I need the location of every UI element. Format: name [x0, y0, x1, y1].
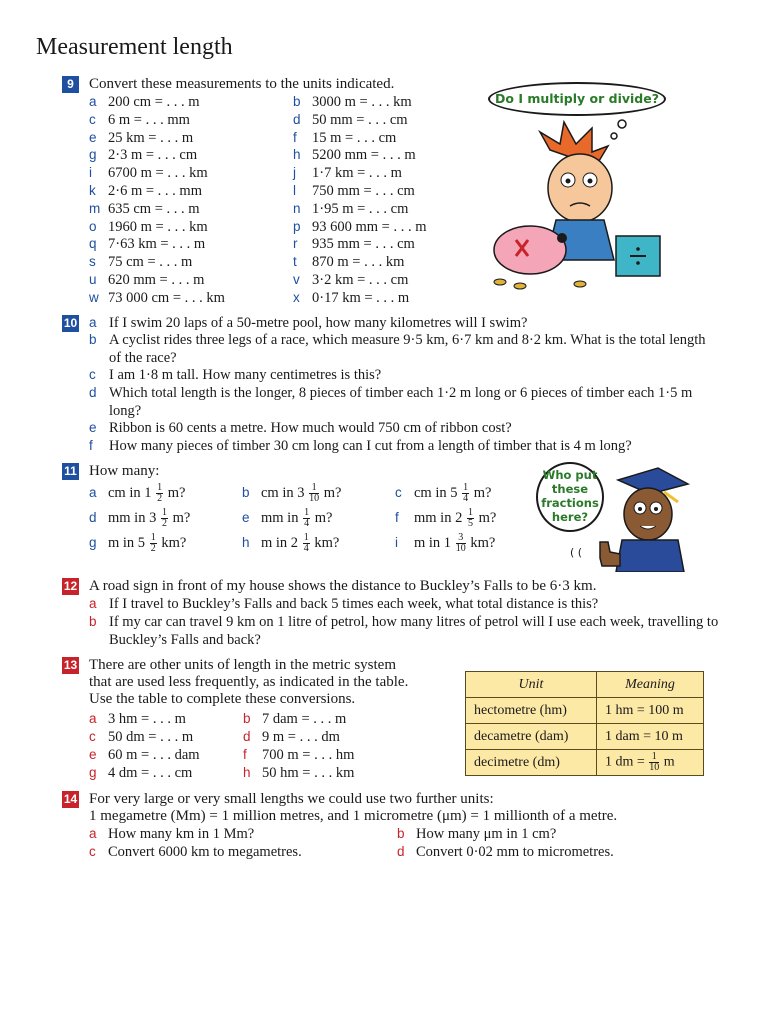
q10-item-d: d Which total length is the longer, 8 pieces of timber each 1·2 m long or 6 pieces of timber each 1·5 m long? [89, 385, 693, 419]
item-unit: km? [310, 535, 340, 551]
item-text: 50 hm = . . . km [262, 765, 355, 781]
item-letter: k [89, 183, 96, 198]
item-text: 50 dm = . . . m [108, 729, 194, 745]
q12-item-a: a If I travel to Buckley’s Falls and back 5 times each week, what total distance is this? [89, 596, 599, 612]
q10-d-text: Which total length is the longer, 8 pieces of timber each 1·2 m long or 6 pieces of timber each 1·5 m long? [109, 385, 693, 419]
q9-item-v [293, 271, 408, 289]
q14-intro-line1: For very large or very small lengths we could use two further units: [89, 791, 494, 807]
fraction-denominator: 4 [463, 493, 469, 505]
item-letter: h [242, 535, 250, 550]
fraction [456, 533, 466, 554]
q13-item-b [243, 710, 346, 728]
q9-item-w [89, 289, 225, 307]
item-letter: f [293, 129, 297, 145]
item-text: 200 cm = . . . m [108, 94, 200, 110]
fraction-denominator: 5 [467, 518, 473, 530]
cell-meaning: 1 dam = 10 m [597, 724, 704, 750]
bubble-text: Do I multiply or divide? [495, 91, 659, 106]
q10-a-text: If I swim 20 laps of a 50-metre pool, how many kilometres will I swim? [109, 315, 528, 331]
item-text: 1·95 m = . . . cm [312, 200, 409, 217]
item-text: 935 mm = . . . cm [312, 236, 415, 253]
item-text: mm in 3 [108, 510, 160, 526]
fraction [161, 508, 168, 529]
item-letter: d [89, 510, 97, 525]
item-text: 75 cm = . . . m [108, 254, 193, 271]
q10-item-c: c I am 1·8 m tall. How many centimetres is this? [89, 367, 382, 383]
q9-item-q [89, 235, 205, 253]
item-letter: i [89, 165, 92, 181]
question-number-9: 9 [62, 76, 79, 93]
fraction [303, 533, 310, 554]
q11-item-e [242, 506, 332, 530]
item-text: 7·63 km = . . . m [108, 236, 206, 253]
item-unit: m? [320, 485, 342, 501]
q11-instruction: How many: [89, 463, 160, 479]
q14-d-text: Convert 0·02 mm to micrometres. [416, 844, 614, 860]
fraction-numerator: 1 [463, 482, 469, 494]
item-letter: a [89, 485, 97, 500]
cell-unit: decimetre (dm) [466, 750, 597, 776]
q9-item-f [293, 129, 396, 147]
item-letter: n [293, 200, 301, 216]
cell-meaning [597, 750, 704, 776]
q11-item-b [242, 481, 341, 505]
fraction-numerator: 1 [467, 507, 473, 519]
q10-f-text: How many pieces of timber 30 cm long can I cut from a length of timber that is 4 m long? [109, 438, 632, 454]
fraction [649, 752, 659, 773]
item-letter: p [293, 218, 301, 234]
item-letter: s [89, 254, 96, 270]
item-text: 870 m = . . . km [312, 254, 405, 271]
bubble-text: Who put these fractions here? [541, 468, 599, 524]
item-unit: m? [168, 510, 191, 526]
item-unit: m? [470, 485, 492, 501]
fraction-numerator: 1 [649, 752, 659, 763]
fraction-denominator: 2 [150, 543, 156, 555]
q11-item-f [395, 506, 496, 530]
item-text: 93 600 mm = . . . m [312, 218, 427, 235]
item-letter: c [395, 485, 402, 500]
item-text: m in 1 [414, 535, 455, 551]
question-number-11: 11 [62, 463, 79, 480]
q9-item-b [293, 93, 412, 111]
item-letter: m [89, 200, 101, 216]
item-text: 73 000 cm = . . . km [108, 289, 225, 306]
q12-b-text: If my car can travel 9 km on 1 litre of petrol, how many litres of petrol will I use each week, travelling to Buckley’s Falls and back? [109, 614, 719, 648]
item-letter: f [243, 747, 247, 762]
fraction-numerator: 1 [303, 532, 309, 544]
q13-item-g [89, 764, 192, 782]
header-unit: Unit [466, 672, 597, 698]
item-letter: b [243, 711, 251, 726]
q10-b-text: A cyclist rides three legs of a race, which measure 9·5 km, 6·7 km and 8·2 km. What is the total length of the race? [109, 332, 706, 366]
q9-item-j [293, 164, 402, 182]
fraction [156, 483, 163, 504]
cell-meaning: 1 hm = 100 m [597, 698, 704, 724]
item-text: 7 dam = . . . m [262, 711, 347, 727]
q9-item-k [89, 182, 202, 200]
item-letter: e [242, 510, 250, 525]
fraction [303, 508, 310, 529]
q13-item-e [89, 746, 200, 764]
item-text: 25 km = . . . m [108, 129, 194, 146]
q9-item-g [89, 146, 197, 164]
item-letter: o [89, 218, 97, 234]
fraction-numerator: 1 [157, 482, 163, 494]
q11-item-a [89, 481, 185, 505]
q9-item-m [89, 200, 200, 218]
q10-item-a: a If I swim 20 laps of a 50-metre pool, how many kilometres will I swim? [89, 315, 528, 331]
item-text: m in 2 [261, 535, 302, 551]
item-letter: h [293, 147, 301, 163]
fraction-numerator: 3 [456, 533, 466, 544]
header-meaning: Meaning [597, 672, 704, 698]
q11-item-h [242, 531, 339, 555]
item-unit: km? [157, 535, 187, 551]
fraction-denominator: 2 [157, 493, 163, 505]
item-text: 6700 m = . . . km [108, 165, 208, 182]
q14-item-a: a How many km in 1 Mm? [89, 826, 255, 842]
item-text: 9 m = . . . dm [262, 729, 340, 745]
q9-item-a [89, 93, 200, 111]
q9-instruction: Convert these measurements to the units indicated. [89, 76, 395, 92]
item-text: mm in [261, 510, 303, 526]
q11-item-i [395, 531, 495, 555]
q14-item-d: d Convert 0·02 mm to micrometres. [397, 844, 614, 860]
fraction-denominator: 4 [304, 518, 310, 530]
item-letter: r [293, 236, 298, 252]
item-text: 3000 m = . . . km [312, 94, 412, 110]
q12-item-b: b If my car can travel 9 km on 1 litre of petrol, how many litres of petrol will I use each week, travelling to Buckley’s Falls and back? [89, 614, 719, 648]
item-unit: km? [466, 535, 496, 551]
q13-intro-line3: Use the table to complete these conversions. [89, 691, 356, 707]
fraction-denominator: 2 [161, 518, 167, 530]
q9-item-p [293, 218, 427, 236]
q14-c-text: Convert 6000 km to megametres. [108, 844, 302, 860]
q11-item-d [89, 506, 190, 530]
q10-c-text: I am 1·8 m tall. How many centimetres is this? [109, 367, 382, 383]
item-text: 1960 m = . . . km [108, 218, 208, 235]
metric-units-table [465, 671, 704, 776]
fraction-denominator: 4 [303, 543, 309, 555]
q9-item-u [89, 271, 204, 289]
item-letter: t [293, 254, 297, 270]
q13-item-d [243, 728, 340, 746]
item-letter: d [293, 111, 301, 127]
fraction-numerator: 1 [161, 507, 167, 519]
question-number-14: 14 [63, 792, 78, 806]
item-text: 4 dm = . . . cm [108, 765, 193, 781]
item-text: mm in 2 [414, 510, 466, 526]
q9-item-e [89, 129, 193, 147]
confused-boy-illustration [480, 110, 680, 300]
item-text: 0·17 km = . . . m [312, 289, 410, 306]
item-letter: i [395, 535, 398, 550]
fraction-denominator: 10 [649, 762, 660, 773]
q9-item-i [89, 164, 208, 182]
fraction-numerator: 1 [309, 483, 319, 494]
item-text: 3 hm = . . . m [108, 711, 186, 727]
fraction-denominator: 10 [455, 543, 466, 555]
item-letter: j [293, 165, 296, 181]
svg-text:( (: ( ( [570, 546, 583, 559]
q9-item-n [293, 200, 408, 218]
item-letter: l [293, 183, 296, 198]
item-letter: h [243, 765, 251, 780]
q14-item-b: b How many μm in 1 cm? [397, 826, 557, 842]
q10-item-e: e Ribbon is 60 cents a metre. How much would 750 cm of ribbon cost? [89, 420, 512, 436]
item-text: 700 m = . . . hm [262, 747, 355, 763]
item-text: 635 cm = . . . m [108, 200, 200, 217]
student-thumbs-up-illustration [560, 462, 710, 572]
q9-item-c [89, 111, 190, 129]
q13-intro-line2: that are used less frequently, as indicated in the table. [89, 674, 409, 690]
item-text: 60 m = . . . dam [108, 747, 200, 763]
q11-item-c [395, 481, 491, 505]
meaning-unit: m [663, 754, 675, 770]
q14-intro-line2: 1 megametre (Mm) = 1 million metres, and 1 micrometre (μm) = 1 millionth of a metre. [89, 808, 618, 824]
item-letter: e [89, 129, 97, 145]
item-letter: a [89, 94, 97, 109]
fraction [150, 533, 157, 554]
q9-item-o [89, 218, 208, 236]
meaning-prefix: 1 dm = [605, 754, 645, 770]
item-letter: g [89, 765, 97, 780]
q13-item-c [89, 728, 193, 746]
item-text: cm in 3 [261, 485, 309, 501]
item-letter: a [89, 711, 97, 726]
item-letter: e [89, 747, 97, 762]
item-letter: x [293, 289, 300, 305]
table-row [466, 750, 704, 776]
item-text: 5200 mm = . . . m [312, 147, 416, 164]
item-letter: u [89, 272, 97, 287]
q9-item-l [293, 182, 415, 200]
item-text: m in 5 [108, 535, 149, 551]
table-row [466, 698, 704, 724]
item-text: 1·7 km = . . . m [312, 165, 402, 182]
question-number-13: 13 [63, 658, 78, 672]
q13-item-h [243, 764, 354, 782]
table-header-row [466, 672, 704, 698]
q9-item-s [89, 253, 192, 271]
q13-item-f [243, 746, 354, 764]
q12-instruction: A road sign in front of my house shows the distance to Buckley’s Falls to be 6·3 km. [89, 578, 597, 594]
fraction-numerator: 1 [150, 532, 156, 544]
item-text: 3·2 km = . . . cm [312, 272, 409, 288]
item-letter: v [293, 272, 300, 287]
q14-b-text: How many μm in 1 cm? [416, 826, 557, 842]
item-unit: m? [164, 485, 186, 501]
fraction [309, 483, 319, 504]
item-text: cm in 1 [108, 485, 156, 501]
q9-item-h [293, 146, 416, 164]
q9-item-r [293, 235, 415, 253]
fraction [462, 483, 469, 504]
item-text: 620 mm = . . . m [108, 272, 205, 288]
q10-item-b: b A cyclist rides three legs of a race, which measure 9·5 km, 6·7 km and 8·2 km. What is the total length of the race? [89, 332, 706, 366]
item-letter: d [243, 729, 251, 744]
item-letter: c [89, 111, 96, 127]
q10-item-f: f How many pieces of timber 30 cm long can I cut from a length of timber that is 4 m long? [89, 438, 632, 454]
item-unit: m? [474, 510, 497, 526]
item-text: 6 m = . . . mm [108, 111, 190, 128]
item-letter: g [89, 535, 97, 550]
q12-a-text: If I travel to Buckley’s Falls and back 5 times each week, what total distance is this? [109, 596, 599, 612]
item-letter: f [395, 510, 399, 525]
fraction [467, 508, 474, 529]
item-letter: b [242, 485, 250, 500]
item-text: 750 mm = . . . cm [312, 183, 415, 199]
question-number-10: 10 [63, 316, 78, 330]
item-text: 2·6 m = . . . mm [108, 183, 202, 199]
item-unit: m? [311, 510, 333, 526]
q13-intro-line1: There are other units of length in the metric system [89, 657, 396, 673]
q10-e-text: Ribbon is 60 cents a metre. How much would 750 cm of ribbon cost? [109, 420, 512, 436]
q9-item-x [293, 289, 409, 307]
q11-item-g [89, 531, 186, 555]
q13-item-a [89, 710, 186, 728]
item-letter: g [89, 147, 97, 163]
cell-unit: hectometre (hm) [466, 698, 597, 724]
item-letter: w [89, 289, 99, 305]
item-text: 50 mm = . . . cm [312, 111, 408, 128]
cell-unit: decametre (dam) [466, 724, 597, 750]
item-letter: q [89, 236, 97, 252]
item-text: 2·3 m = . . . cm [108, 147, 198, 164]
item-text: cm in 5 [414, 485, 462, 501]
item-letter: b [293, 94, 301, 109]
question-number-12: 12 [63, 579, 78, 593]
fraction-denominator: 10 [309, 493, 320, 505]
item-text: 15 m = . . . cm [312, 129, 397, 146]
fraction-numerator: 1 [304, 507, 310, 519]
q14-a-text: How many km in 1 Mm? [108, 826, 255, 842]
q9-item-d [293, 111, 408, 129]
q9-item-t [293, 253, 404, 271]
page-title: Measurement length [36, 34, 233, 60]
q14-item-c: c Convert 6000 km to megametres. [89, 844, 302, 860]
table-row [466, 724, 704, 750]
item-letter: c [89, 729, 96, 744]
